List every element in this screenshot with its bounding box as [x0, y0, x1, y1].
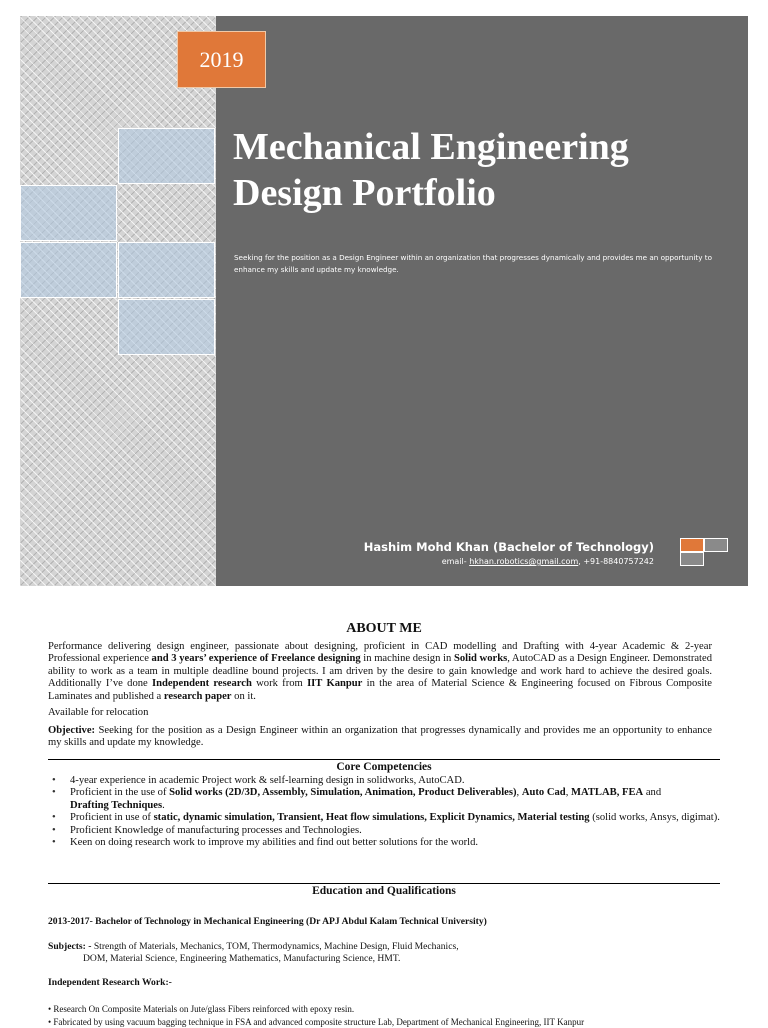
research-label-text: Independent Research Work:- [48, 977, 172, 988]
list-item [70, 812, 760, 824]
about-text: , AutoCAD as a Design Engineer. Demonstrated ability to work as a team in multiple deadline bound projects. I am driven by the desire to gain knowledge and work hard to achieve the desired goals. [48, 653, 713, 677]
list-item [70, 837, 760, 849]
about-text: on it. [231, 690, 256, 702]
degree-line [48, 916, 487, 928]
email-link[interactable]: hkhan.robotics@gmail.com [469, 557, 579, 566]
objective-label: Objective: [48, 725, 96, 736]
about-text: work from [251, 678, 308, 690]
about-text-bold: research paper [163, 690, 232, 702]
list-item-bold: static, dynamic simulation, Transient, Heat flow simulations, Explicit Dynamics, Material testing [153, 812, 590, 824]
list-item [70, 787, 760, 812]
list-item [70, 825, 760, 837]
pattern-tile [118, 299, 215, 355]
list-item-text: (solid works, Ansys, digimat). [589, 812, 720, 824]
list-item-bold: Auto Cad [521, 787, 566, 799]
list-item-text: Proficient Knowledge of manufacturing processes and Technologies. [70, 824, 362, 836]
list-item-text: , [516, 787, 522, 799]
list-item-text: . [162, 799, 165, 811]
pattern-tile [118, 242, 215, 298]
list-item-text: Keen on doing research work to improve my abilities and find out better solutions for the world. [70, 837, 479, 849]
list-item-text: and [643, 787, 662, 799]
phone-number: , +91-8840757242 [578, 557, 654, 566]
decor-square-grey [704, 538, 728, 552]
cover-tagline: Seeking for the position as a Design Engineer within an organization that progresses dynamically and provides me an opportunity to enhance my skills and update my knowledge. [234, 253, 712, 274]
research-item: • Fabricated by using vacuum bagging technique in FSA and advanced composite structure Lab, Department of Mechanical Engineering, IIT Kanpur [48, 1017, 585, 1027]
research-label [48, 977, 172, 989]
about-text: Performance delivering design engineer, passionate about designing, proficient in CAD modelling and Drafting with 4-year Academic & 2-year Professional experience [48, 641, 712, 665]
year-badge [177, 31, 266, 88]
about-heading: ABOUT ME [346, 621, 422, 636]
author-name: Hashim Mohd Khan (Bachelor of Technology) [363, 540, 654, 554]
research-item: • Research On Composite Materials on Jute/glass Fibers reinforced with epoxy resin. [48, 1004, 355, 1014]
list-item-text: Proficient in the use of [70, 787, 170, 799]
about-text-bold: IIT Kanpur [307, 678, 363, 690]
list-item-text: Proficient in use of [70, 812, 154, 824]
objective [48, 725, 712, 750]
decor-square-orange [680, 538, 704, 552]
about-text: Additionally I’ve done [48, 678, 153, 690]
about-text: in the area of Material Science & Engineering focused on Fibrous Composite Laminates and published a [48, 678, 712, 702]
about-text-bold: Independent research [152, 678, 252, 690]
education-heading: Education and Qualifications [312, 885, 456, 897]
list-item-text: 4-year experience in academic Project work & self-learning design in solidworks, AutoCAD. [70, 775, 465, 786]
competencies-list [48, 775, 760, 849]
subjects-label: Subjects: - [48, 941, 92, 952]
list-item-bold: Solid works (2D/3D, Assembly, Simulation, Animation, Product Deliverables) [169, 787, 517, 799]
title-line-2: Design Portfolio [233, 172, 496, 214]
divider [48, 759, 720, 760]
subjects-line-2: DOM, Material Science, Engineering Mathematics, Manufacturing Science, HMT. [83, 953, 401, 964]
about-text-bold: Solid works [453, 653, 508, 665]
portfolio-title [233, 124, 733, 216]
about-paragraph [48, 641, 712, 703]
cover-panel [20, 16, 748, 586]
contact-line [442, 557, 654, 566]
subjects-line-1 [48, 941, 459, 953]
email-prefix: email- [441, 557, 470, 566]
about-text-bold: and 3 years’ experience of Freelance designing [151, 653, 361, 665]
about-text: in machine design in [360, 653, 454, 665]
objective-text: Seeking for the position as a Design Engineer within an organization that progresses dynamically and provides me an opportunity to enhance my skills and update my knowledge. [48, 725, 712, 749]
competencies-heading: Core Competencies [336, 761, 432, 773]
list-item-bold: Drafting Techniques [70, 799, 163, 811]
list-item-text: , [565, 787, 571, 799]
pattern-tile [118, 128, 215, 184]
degree-text: 2013-2017- Bachelor of Technology in Mechanical Engineering (Dr APJ Abdul Kalam Technical University) [48, 916, 487, 927]
list-item [70, 775, 760, 787]
divider [48, 883, 720, 884]
relocation-note: Available for relocation [48, 707, 149, 718]
subjects-text: Strength of Materials, Mechanics, TOM, Thermodynamics, Machine Design, Fluid Mechanics, [91, 941, 459, 952]
list-item-bold: MATLAB, FEA [570, 787, 644, 799]
decor-square-grey [680, 552, 704, 566]
year-text: 2019 [199, 46, 244, 72]
pattern-tile [20, 242, 117, 298]
title-line-1: Mechanical Engineering [233, 126, 629, 168]
pattern-tile [20, 185, 117, 241]
